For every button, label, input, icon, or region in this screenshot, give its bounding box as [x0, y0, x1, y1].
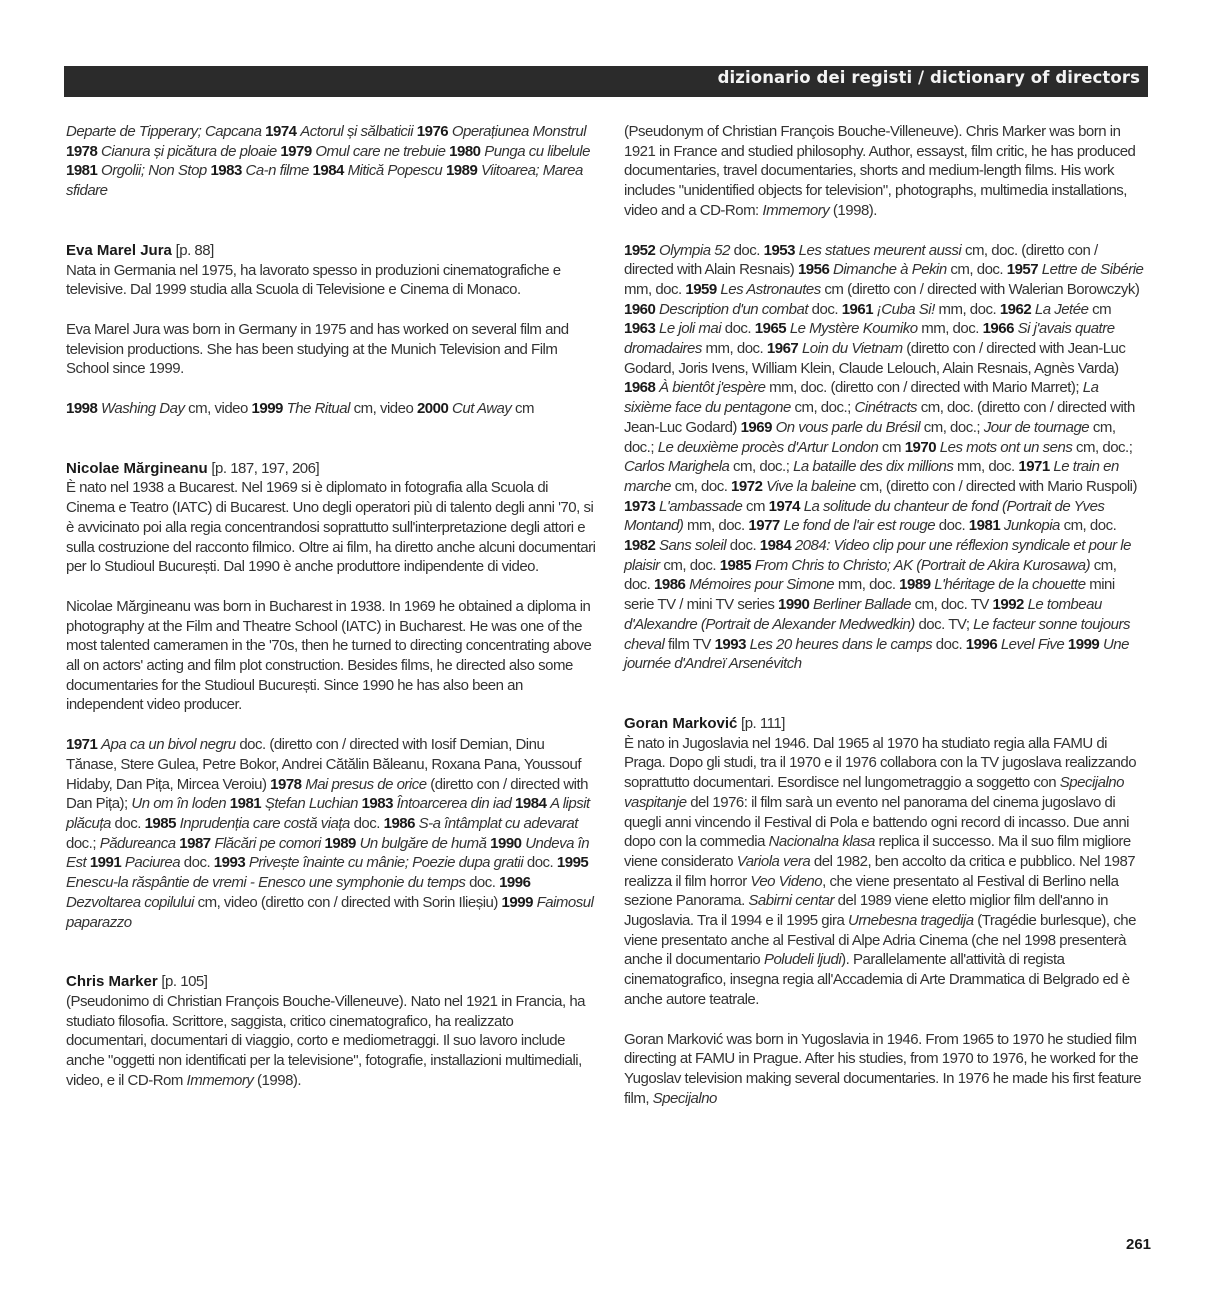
- title-italic: Si j'avais quatre dromadaires: [624, 320, 1115, 358]
- year: 1968: [624, 379, 660, 397]
- year: 1976: [413, 123, 452, 140]
- title-italic: L'héritage de la chouette: [934, 576, 1090, 594]
- page-number: 261: [1126, 1236, 1152, 1253]
- year: 1978: [66, 142, 102, 160]
- title-italic: On vous parle du Brésil: [775, 418, 924, 436]
- year: 1996: [965, 635, 1001, 653]
- title-italic: Faimosul paparazzo: [66, 893, 594, 931]
- year: 1956: [797, 261, 833, 279]
- title-italic: Inprudenția care costă viața: [179, 814, 354, 832]
- year: 1953: [763, 241, 799, 259]
- entry-heading-markovic: [624, 714, 1146, 734]
- year: 1983: [210, 162, 246, 180]
- title-italic: From Chris to Christo; AK (Portrait de Akira Kurosawa): [754, 556, 1094, 574]
- text-run: cm, doc. (diretto con / directed with Jean-Luc Godard): [624, 399, 1135, 436]
- text-run: cm, doc.: [950, 261, 1007, 279]
- bio-english-markovic: [624, 1030, 1146, 1109]
- title-italic: La solitude du chanteur de fond (Portrait de Yves Montand): [624, 497, 1105, 535]
- left-column: [66, 122, 596, 1090]
- title-italic: Cut Away: [452, 400, 516, 418]
- year: 1973: [624, 497, 660, 515]
- title-italic: L'ambassade: [659, 497, 746, 515]
- title-italic: Mitică Popescu: [347, 162, 446, 180]
- title-italic: The Ritual: [286, 400, 354, 418]
- page-reference: [p. 111]: [737, 714, 785, 732]
- title-italic: Undeva în Est: [66, 834, 590, 872]
- title-italic: Une journée d'Andreï Arsenévitch: [624, 635, 1129, 673]
- text-run: doc.: [526, 854, 557, 872]
- text-run: doc. TV;: [918, 615, 974, 633]
- text-run: cm, doc.;: [624, 418, 1116, 456]
- year: 1952: [624, 241, 660, 259]
- year: 1986: [654, 576, 690, 594]
- title-italic: Privește înainte cu mânie; Poezie dupa gratii: [248, 854, 527, 872]
- year: 1993: [213, 854, 249, 872]
- title-italic: La Jetée: [1034, 300, 1093, 318]
- title-italic: Les Astronautes: [720, 280, 825, 298]
- director-name: Goran Marković: [624, 714, 738, 732]
- year: 1967: [766, 340, 802, 358]
- title-italic: Jour de tournage: [983, 418, 1093, 436]
- title-italic: A lipsit plăcuța: [66, 795, 590, 832]
- year: 1963: [624, 320, 660, 338]
- year: 1965: [754, 320, 790, 338]
- text-run: Goran Marković was born in Yugoslavia in 1946. From 1965 to 1970 he studied film directing at FAMU in Prague. After his studies, from 1970 to 1976, he worked for the Yugoslav television making several documentaries. In 1976 he made his first feature film,: [624, 1030, 1142, 1107]
- title-italic: Olympia 52: [659, 241, 734, 259]
- year: 1971: [66, 736, 102, 754]
- text-run: (1998).: [829, 201, 877, 219]
- year: 1989: [324, 834, 360, 852]
- title-italic: Orgolii; Non Stop: [101, 162, 211, 180]
- title-italic: Specijalno vaspitanje: [624, 774, 1124, 811]
- text-run: È nato in Jugoslavia nel 1946. Dal 1965 al 1970 ha studiato regia alla FAMU di Praga. Dopo gli studi, tra il 1970 e il 1976 collabora con la TV jugoslava realizzando soprattutto documentari. Esordisce nel lungometraggio a soggetto con: [624, 734, 1137, 792]
- title-italic: Cinétracts: [854, 399, 921, 417]
- bio-italian-jura: Nata in Germania nel 1975, ha lavorato spesso in produzioni cinematografiche e televisive. Dal 1999 studia alla Scuola di Televisione e Cinema di Monaco.: [66, 261, 561, 299]
- text-run: mm, doc. (diretto con / directed with Mario Marret);: [769, 379, 1083, 397]
- text-run: (Pseudonym of Christian François Bouche-Villeneuve). Chris Marker was born in 1921 in France and studied philosophy. Author, essayst, film critic, he has produced documentaries, travel documentaries, shorts and medium-length films. His work includes "unidentified objects for television", photographs, multimedia installations, video and a CD-Rom:: [624, 123, 1136, 219]
- page-reference: [p. 187, 197, 206]: [207, 459, 320, 477]
- title-italic: Level Five: [1000, 635, 1068, 653]
- title-italic: Actorul și sălbaticii: [300, 123, 414, 140]
- title-italic: Nacionalna klasa: [768, 833, 875, 851]
- year: 2000: [416, 400, 453, 418]
- bio-english-jura: Eva Marel Jura was born in Germany in 1975 and has worked on several film and television productions. She has been studying at the Munich Television and Film School since 1999.: [66, 320, 569, 378]
- text-run: (Pseudonimo di Christian François Bouche-Villeneuve). Nato nel 1921 in Francia, ha studiato filosofia. Scrittore, saggista, critico cinematografico, ha realizzato documentari, documentari di viaggio, corto e mediometraggi. Il suo lavoro include anche "oggetti non identificati per la televisione", fotografie, installazioni multimediali, video, e il CD-Rom: [66, 992, 586, 1089]
- year: 1979: [280, 142, 316, 160]
- year: 1985: [719, 556, 755, 574]
- text-run: replica il successo. Ma il suo film migliore viene considerato: [624, 833, 1131, 870]
- title-italic: Junkopia: [1003, 517, 1064, 535]
- title-italic: Dezvoltarea copilului: [66, 893, 198, 911]
- year: 1999: [251, 400, 287, 418]
- year: 1981: [66, 162, 102, 180]
- bio-italian-markovic: [624, 734, 1146, 1010]
- title-italic: Paciurea: [124, 854, 184, 872]
- filmography-margineanu: [66, 735, 596, 932]
- year: 1961: [841, 300, 877, 318]
- text-run: cm, doc.: [624, 556, 1117, 594]
- section-header-bar: [64, 66, 1148, 97]
- year: 1989: [445, 162, 481, 180]
- title-italic: Ca-n filme: [245, 162, 313, 180]
- filmography-continued: [66, 122, 596, 201]
- year: 1982: [624, 537, 660, 555]
- title-italic: Berliner Ballade: [813, 596, 915, 614]
- year: 1999: [501, 893, 537, 911]
- title-italic: Immemory: [762, 201, 830, 219]
- title-italic: Un om în loden: [131, 795, 230, 813]
- text-run: doc.: [114, 814, 145, 832]
- year: 1995: [556, 854, 589, 872]
- director-name: Nicolae Mărgineanu: [66, 459, 208, 477]
- text-run: cm: [515, 400, 535, 418]
- text-run: cm: [745, 497, 769, 515]
- year: 1993: [714, 635, 750, 653]
- year: 1959: [685, 280, 721, 298]
- year: 1990: [490, 834, 526, 852]
- title-italic: Loin du Vietnam: [801, 340, 907, 358]
- year: 1987: [179, 834, 215, 852]
- text-run: doc.: [183, 854, 214, 872]
- title-italic: 2084: Video clip pour une réflexion syndicale et pour le plaisir: [624, 537, 1131, 574]
- title-italic: Punga cu libelule: [484, 142, 590, 160]
- text-run: cm, (diretto con / directed with Mario Ruspoli): [859, 477, 1137, 495]
- text-run: cm, video (diretto con / directed with Sorin Ilieșiu): [197, 893, 502, 911]
- title-italic: Vive la baleine: [766, 477, 860, 495]
- text-run: mm, doc.: [705, 340, 767, 358]
- text-run: del 1982, ben accolto da critica e pubblico. Nel 1987 realizza il film horror: [624, 852, 1136, 890]
- text-run: cm, doc.;: [923, 418, 984, 436]
- page-reference: [p. 105]: [157, 973, 208, 991]
- text-run: mm, doc.: [921, 320, 983, 338]
- year: 1981: [968, 517, 1004, 535]
- text-run: , che viene presentato al Festival di Berlino nella sezione Panorama.: [624, 872, 1119, 910]
- title-italic: Pădureanca: [99, 834, 180, 852]
- text-run: cm: [1092, 300, 1112, 318]
- title-italic: Le tombeau d'Alexandre (Portrait de Alexander Medwedkin): [624, 596, 1102, 633]
- filmography-marker: [624, 241, 1146, 674]
- bio-italian-margineanu: [66, 478, 596, 577]
- year: 1969: [740, 418, 776, 436]
- title-italic: Le Mystère Koumiko: [789, 320, 922, 338]
- text-run: doc.: [733, 241, 764, 259]
- title-italic: Omul care ne trebuie: [315, 142, 450, 160]
- title-italic: S-a întâmplat cu adevarat: [418, 814, 578, 832]
- title-italic: Sans soleil: [659, 537, 730, 555]
- title-italic: À bientôt j'espère: [659, 379, 770, 397]
- text-run: cm: [882, 438, 905, 456]
- year: 1990: [778, 596, 814, 614]
- title-italic: Sabirni centar: [748, 892, 834, 910]
- text-run: mm, doc.: [938, 300, 1000, 318]
- section-title: dizionario dei registi / dictionary of directors: [717, 68, 1140, 87]
- title-italic: Washing Day: [101, 400, 189, 418]
- text-run: cm, doc.;: [794, 399, 855, 417]
- text-run: ). Parallelamente all'attività di regista cinematografico, insegna regia all'Accademia di Arte Drammatica di Belgrado ed è anche autore teatrale.: [624, 951, 1130, 1008]
- text-run: cm (diretto con / directed with Walerian Borowczyk): [824, 280, 1140, 298]
- year: 1960: [624, 300, 660, 318]
- text-run: cm, doc. TV: [914, 596, 993, 614]
- year: 1978: [270, 775, 306, 793]
- year: 1998: [66, 400, 102, 418]
- text-run: cm, doc.;: [733, 458, 794, 476]
- text-run: cm, doc.: [674, 477, 732, 495]
- title-italic: Lettre de Sibérie: [1041, 261, 1144, 279]
- text-run: cm, video: [188, 400, 252, 418]
- year: 1977: [748, 517, 784, 535]
- bio-italian-marker: [66, 992, 596, 1091]
- year: 1984: [312, 162, 348, 180]
- text-run: doc.: [469, 874, 500, 892]
- title-italic: Întoarcerea din iad: [396, 795, 516, 813]
- text-run: doc.;: [66, 834, 100, 852]
- text-run: doc.: [935, 635, 966, 653]
- year: 1981: [229, 795, 265, 813]
- title-italic: Poludeli ljudi: [763, 951, 842, 969]
- entry-heading-margineanu: [66, 459, 596, 479]
- text-run: cm, video: [353, 400, 417, 418]
- year: 1974: [265, 123, 301, 140]
- year: 1966: [982, 320, 1018, 338]
- text-run: È nato nel 1938 a Bucarest. Nel 1969 si è diplomato in fotografia alla Scuola di Cinema e Teatro (IATC) di Bucarest. Uno degli operatori più di talento degli anni '70, si è avvicinato poi alla regia concentrandosi soprattutto sull'interpretazione degli attori e sulla costruzione del racconto filmico. Oltre ai film, ha diretto anche alcuni documentari per lo Studioul București. Dal 1990 è anche produttore indipendente di video.: [66, 479, 596, 576]
- title-italic: Viitoarea; Marea sfidare: [66, 162, 583, 200]
- bio-english-marker: [624, 122, 1146, 221]
- filmography-jura: [66, 399, 596, 419]
- text-run: doc.: [729, 537, 760, 555]
- text-run: doc.: [811, 300, 842, 318]
- year: 1989: [899, 576, 935, 594]
- title-italic: Flăcări pe comori: [214, 834, 325, 852]
- title-italic: Carlos Marighela: [624, 458, 734, 476]
- year: 1957: [1006, 261, 1042, 279]
- title-italic: Le joli mai: [659, 320, 725, 338]
- text-run: mm, doc.: [837, 576, 900, 594]
- title-italic: Le facteur sonne toujours cheval: [624, 615, 1130, 653]
- text-run: mm, doc.: [957, 458, 1019, 476]
- title-italic: La sixième face du pentagone: [624, 379, 1099, 417]
- text-run: del 1976: il film sarà un evento nel panorama del cinema jugoslavo di quegli anni vincendo il Festival di Pola e battendo ogni record di incasso. Due anni dopo con la commedia: [624, 793, 1130, 851]
- bio-english-margineanu: Nicolae Mărgineanu was born in Bucharest in 1938. In 1969 he obtained a diploma in photography at the Film and Theatre School (IATC) in Bucharest. He was one of the most talented cameramen in the '70s, then he turned to directing concentrating above all on actors' acting and film plot construction. Besides films, he directed also some documentaries for the Studioul București. Since 1990 he has also been an independent video producer.: [66, 597, 592, 714]
- year: 1962: [999, 300, 1035, 318]
- title-italic: Le train en marche: [624, 458, 1119, 495]
- title-italic: Dimanche à Pekin: [832, 261, 951, 279]
- text-run: mini serie TV / mini TV series: [624, 576, 1115, 614]
- entry-heading-marker: [66, 972, 596, 992]
- year: 1970: [904, 438, 940, 456]
- year: 1984: [515, 795, 551, 813]
- title-italic: Mémoires pour Simone: [689, 576, 838, 594]
- text-run: (1998).: [253, 1071, 302, 1089]
- entry-heading-jura: [66, 241, 596, 261]
- year: 1991: [89, 854, 125, 872]
- title-italic: ¡Cuba Si!: [876, 300, 939, 318]
- text-run: (Tragédie burlesque), che viene presentato anche al Festival di Alpe Adria Cinema (che nel 1998 presenterà anche il documentario: [624, 912, 1136, 969]
- text-run: doc.: [938, 517, 969, 535]
- title-italic: Immemory: [186, 1071, 254, 1089]
- title-italic: Departe de Tipperary; Capcana: [66, 123, 266, 140]
- title-italic: Description d'un combat: [659, 300, 812, 318]
- year: 1984: [759, 537, 795, 555]
- title-italic: Les mots ont un sens: [939, 438, 1077, 456]
- year: 1971: [1018, 458, 1054, 476]
- text-run: (diretto con / directed with Jean-Luc Godard, Joris Ivens, William Klein, Claude Lelouch, Alain Resnais, Agnès Varda): [624, 340, 1126, 377]
- year: 1992: [992, 596, 1028, 614]
- director-name: Chris Marker: [66, 973, 158, 991]
- title-italic: Veo Videno: [750, 872, 823, 890]
- title-italic: Les 20 heures dans le camps: [749, 635, 936, 653]
- text-run: doc.: [353, 814, 384, 832]
- title-italic: La bataille des dix millions: [793, 458, 958, 476]
- year: 1974: [768, 497, 804, 515]
- page-reference: [p. 88]: [171, 241, 214, 259]
- director-name: Eva Marel Jura: [66, 241, 172, 259]
- text-run: cm, doc.: [1063, 517, 1117, 535]
- text-run: mm, doc.: [624, 280, 686, 298]
- year: 1985: [144, 814, 180, 832]
- text-run: cm, doc. (diretto con / directed with Alain Resnais): [624, 241, 1098, 279]
- title-italic: Le fond de l'air est rouge: [783, 517, 939, 535]
- text-run: (diretto con / directed with Dan Pița);: [66, 775, 589, 813]
- year: 1999: [1067, 635, 1103, 653]
- text-run: doc.: [724, 320, 755, 338]
- text-run: doc. (diretto con / directed with Iosif Demian, Dinu Tănase, Stere Gulea, Petre Bokor, Andrei Cătălin Băleanu, Roxana Pana, Youssouf Hidaby, Dan Pița, Mircea Veroiu): [66, 736, 582, 793]
- title-italic: Mai presus de orice: [305, 775, 431, 793]
- title-italic: Apa ca un bivol negru: [101, 736, 240, 754]
- text-run: cm, doc.: [663, 556, 720, 574]
- year: 1983: [361, 795, 397, 813]
- year: 1972: [731, 477, 767, 495]
- title-italic: Le deuxième procès d'Artur London: [657, 438, 883, 456]
- title-italic: Variola vera: [736, 852, 811, 870]
- text-run: film TV: [668, 635, 715, 653]
- year: 1980: [449, 142, 485, 160]
- title-italic: Ștefan Luchian: [264, 795, 362, 813]
- title-italic: Operațiunea Monstrul: [451, 123, 587, 140]
- title-italic: Specijalno: [652, 1089, 717, 1107]
- text-run: del 1989 viene eletto miglior film dell'anno in Jugoslavia. Tra il 1994 e il 1995 gira: [624, 892, 1109, 930]
- title-italic: Les statues meurent aussi: [798, 241, 965, 259]
- year: 1986: [383, 814, 419, 832]
- title-italic: Un bulgăre de humă: [359, 834, 491, 852]
- title-italic: Cianura și picătura de ploaie: [101, 142, 281, 160]
- text-run: mm, doc.: [687, 517, 749, 535]
- right-column: [624, 122, 1146, 1108]
- title-italic: Urnebesna tragedija: [847, 912, 974, 930]
- text-run: cm, doc.;: [1076, 438, 1133, 456]
- title-italic: Enescu-la răspântie de vremi - Enesco une symphonie du temps: [66, 874, 470, 892]
- year: 1996: [499, 874, 531, 892]
